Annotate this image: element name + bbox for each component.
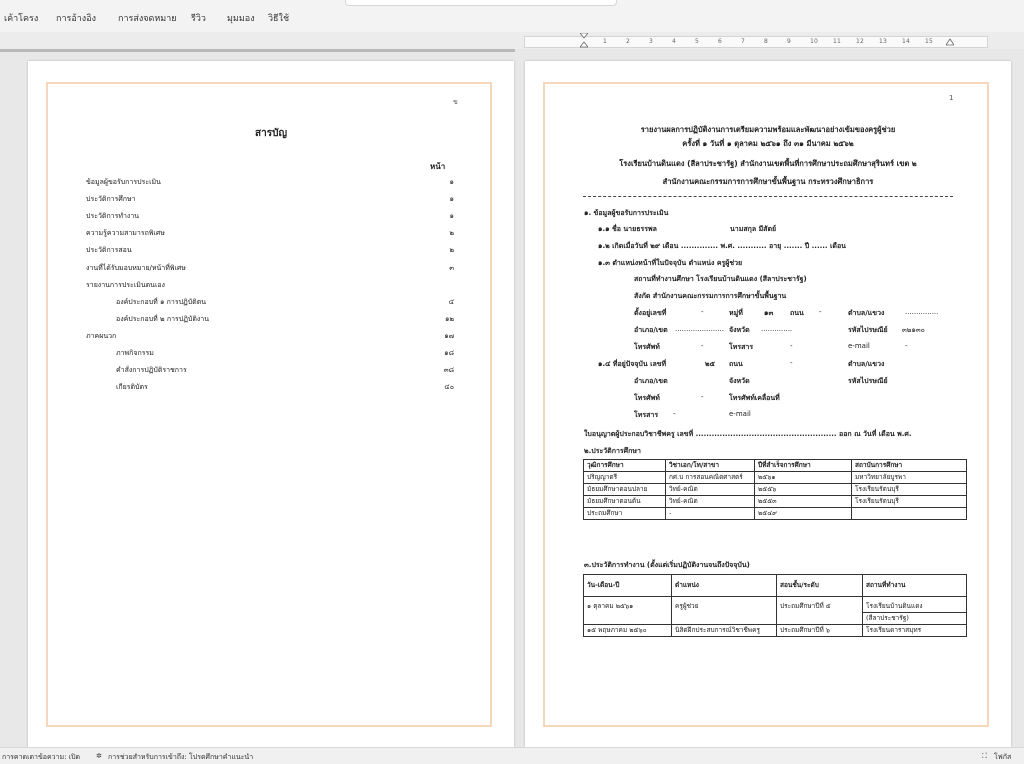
table-cell: ๒๕๔๙ [755, 508, 852, 520]
ruler-mark: 11 [833, 38, 842, 45]
menu-help[interactable]: วิธีใช้ [268, 14, 290, 24]
table-cell: ประถมศึกษาปีที่ ๖ [777, 625, 863, 637]
table-header-cell: วัน-เดือน-ปี [584, 575, 672, 597]
line-1-1: ๑.๑ ชื่อ นายธรรพล [598, 225, 657, 233]
table-cell: ประถมศึกษาปีที่ ๕ [777, 597, 863, 613]
toc-entry-page: ๑ [449, 195, 454, 204]
table-cell: มหาวิทยาลัยบูรพา [852, 472, 967, 484]
menu-layout[interactable]: เค้าโครง [4, 14, 39, 24]
table-cell: โรงเรียนบ้านดินแดง [863, 597, 967, 613]
table-header-cell: ปีที่สำเร็จการศึกษา [755, 460, 852, 472]
table-cell: โรงเรียนดาราสมุทร [863, 625, 967, 637]
ruler-mark: 13 [879, 38, 888, 45]
ruler-mark: 3 [649, 38, 654, 45]
toc-entry[interactable] [86, 314, 454, 326]
toc-entry-page: ๑ [449, 212, 454, 221]
table-cell: ประถมศึกษา [584, 508, 666, 520]
toc-entry-label: ภาพกิจกรรม [116, 349, 154, 357]
accessibility-icon: ✲ [96, 752, 102, 760]
toc-entry-label: ความรู้ความสามารถพิเศษ [86, 229, 165, 238]
toc-entry-page: ๒ [449, 229, 454, 238]
table-cell: (สีลาประชารัฐ) [863, 613, 967, 625]
ruler-mark: 4 [672, 38, 677, 45]
page-toc [28, 61, 514, 747]
toc-entry-label: ข้อมูลผู้ขอรับการประเมิน [86, 178, 161, 186]
table-cell: ๒๕๖๑ [755, 472, 852, 484]
toc-entry[interactable] [86, 194, 454, 206]
table-cell: วิทย์-คณิต [666, 484, 755, 496]
table-cell: มัธยมศึกษาตอนต้น [584, 496, 666, 508]
ruler-mark: 2 [626, 38, 631, 45]
toc-entry[interactable] [86, 280, 454, 292]
education-table [583, 459, 967, 520]
toc-entry[interactable] [86, 331, 454, 343]
section-2-title: ๒.ประวัติการศึกษา [584, 447, 641, 455]
page-number: ข [453, 98, 458, 106]
table-header-cell: สอนชั้น/ระดับ [777, 575, 863, 597]
table-cell: กศ.บ การสอนคณิตศาสตร์ [666, 472, 755, 484]
toc-entry-page: ๓ [449, 263, 454, 272]
ruler-mark: 15 [925, 38, 934, 45]
toc-entry[interactable] [86, 228, 454, 240]
table-cell: มัธยมศึกษาตอนปลาย [584, 484, 666, 496]
doc-heading-line-1: รายงานผลการปฏิบัติงานการเตรียมความพร้อมและพัฒนาอย่างเข้มของครูผู้ช่วย [640, 125, 896, 134]
table-cell [672, 613, 777, 625]
menu-view[interactable]: มุมมอง [227, 14, 255, 24]
doc-heading-line-4: สำนักงานคณะกรรมการการศึกษาขั้นพื้นฐาน กระทรวงศึกษาธิการ [662, 177, 874, 186]
table-cell: ครูผู้ช่วย [672, 597, 777, 613]
license-line: ใบอนุญาตผู้ประกอบวิชาชีพครู เลขที่ ..................................................... ออก ณ วันที่ เดือน พ.ศ. [584, 430, 912, 438]
table-cell: ๑๕ พฤษภาคม ๒๕๖๐ [584, 625, 672, 637]
doc-heading-line-2: ครั้งที่ ๑ วันที่ ๑ ตุลาคม ๒๕๖๑ ถึง ๓๑ มีนาคม ๒๕๖๒ [682, 139, 854, 148]
menu-references[interactable]: การอ้างอิง [56, 14, 96, 24]
doc-heading-line-3: โรงเรียนบ้านดินแดง (สีลาประชารัฐ) สำนักงานเขตพื้นที่การศึกษาประถมศึกษาสุรินทร์ เขต ๒ [619, 159, 917, 168]
ruler-mark: 7 [741, 38, 746, 45]
toc-entry-label: ประวัติการศึกษา [86, 195, 136, 204]
toc-entry-page: ๔๐ [444, 383, 454, 392]
toc-entry[interactable] [86, 263, 454, 275]
table-header-cell: วุฒิการศึกษา [584, 460, 666, 472]
toc-entry-page: ๓๘ [443, 366, 454, 375]
right-indent-icon[interactable] [946, 38, 954, 46]
toc-entry[interactable] [86, 245, 454, 257]
table-cell: ปริญญาตรี [584, 472, 666, 484]
menu-mailings[interactable]: การส่งจดหมาย [118, 14, 177, 24]
table-row [584, 597, 967, 613]
doc-divider [583, 196, 953, 197]
ruler-mark: 6 [718, 38, 723, 45]
table-header-cell: สถานที่ทำงาน [863, 575, 967, 597]
ruler-mark: 5 [695, 38, 700, 45]
ruler-mark: 10 [810, 38, 819, 45]
ruler-mark: 8 [764, 38, 769, 45]
toc-title: สารบัญ [255, 128, 287, 139]
ruler-mark: 1 [603, 38, 608, 45]
table-row [584, 484, 967, 496]
line-1-3: ๑.๓ ตำแหน่งหน้าที่ในปัจจุบัน ตำแหน่ง ครูผู้ช่วย [598, 259, 743, 267]
toc-entry-label: เกียรติบัตร [116, 383, 148, 392]
toc-entry-page: ๒ [449, 246, 454, 255]
line-1-3-affiliation: สังกัด สำนักงานคณะกรรมการการศึกษาขั้นพื้นฐาน [634, 292, 787, 300]
table-cell: ๒๕๕๖ [755, 484, 852, 496]
table-row [584, 613, 967, 625]
toc-entry-label: ประวัติการทำงาน [86, 212, 140, 221]
toc-entry-page: ๔ [448, 297, 454, 306]
table-cell [777, 613, 863, 625]
table-cell: ๒๕๕๓ [755, 496, 852, 508]
line-1-2: ๑.๒ เกิดเมื่อวันที่ ๒๙ เดือน .............. พ.ศ. ........... อายุ ....... ปี ...... เดือน [598, 242, 846, 250]
line-1-1-surname: นามสกุล มีสัตย์ [730, 225, 777, 233]
table-cell: นิสิตฝึกประสบการณ์วิชาชีพครู [672, 625, 777, 637]
ruler-mark: 12 [856, 38, 865, 45]
status-bar [0, 747, 1024, 764]
table-row [584, 496, 967, 508]
toc-entry-label: ประวัติการสอน [86, 246, 132, 255]
toc-entry-page: ๑ [449, 178, 454, 186]
table-row [584, 508, 967, 520]
toc-entry[interactable] [86, 365, 454, 377]
table-cell [852, 508, 967, 520]
focus-button[interactable]: โฟกัส [994, 753, 1012, 761]
page-number: 1 [949, 94, 954, 102]
focus-icon: ⛶ [982, 752, 987, 760]
accessibility-status[interactable]: การช่วยสำหรับการเข้าถึง: โปรดศึกษาคำแนะนำ [108, 753, 254, 761]
toc-entry[interactable] [86, 297, 454, 309]
left-ruler-bar [0, 49, 515, 52]
toc-entry-label: รายงานการประเมินตนเอง [86, 280, 165, 289]
text-prediction-status[interactable]: การคาดเดาข้อความ: เปิด [2, 753, 81, 761]
toc-entry[interactable] [86, 177, 454, 189]
toc-entry-page: ๑๗ [444, 331, 454, 340]
menu-review[interactable]: รีวิว [191, 14, 206, 24]
toc-entry[interactable] [86, 348, 454, 360]
section-1-title: ๑. ข้อมูลผู้ขอรับการประเมิน [584, 209, 669, 217]
toc-entry[interactable] [86, 211, 454, 223]
table-cell: โรงเรียนรัตนบุรี [852, 496, 967, 508]
table-cell: - [666, 508, 755, 520]
ribbon-menu-bar [0, 0, 1024, 33]
table-cell [584, 613, 672, 625]
toc-entry-label: งานที่ได้รับมอบหมาย/หน้าที่พิเศษ [86, 263, 186, 272]
page-document: 1 รายงานผลการปฏิบัติงานการเตรียมความพร้อมและพัฒนาอย่างเข้มของครูผู้ช่วย ครั้งที่ ๑ วันที่ ๑ ตุลาคม ๒๕๖๑ ถึง ๓๑ มีนาคม ๒๕๖๒ โรงเรียนบ้านดินแดง (สีลาประชารัฐ) สำนักงานเขตพื้นที่การศึกษาประถมศึกษาสุรินทร์ เขต ๒ สำนักงานคณะกรรมการการศึกษาขั้นพื้นฐาน กระทรวงศึกษาธิการ ๑. ข้อมูลผู้ขอรับการประเมิน ๑.๑ ชื่อ นายธรรพล นามสกุล มีสัตย์ ๑.๒ เกิดเมื่อวันที่ ๒๙ เดือน .............. พ.ศ. ........... อายุ ....... ปี ...... เดือน ๑.๓ ตำแหน่งหน้าที่ในปัจจุบัน ตำแหน่ง ครูผู้ช่วย สถานที่ทำงานศึกษา โรงเรียนบ้านดินแดง (สีลาประชารัฐ) สังกัด สำนักงานคณะกรรมการการศึกษาขั้นพื้นฐาน ตั้งอยู่เลขที่ - หมู่ที่ ๑๓ ถนน - ตำบล/แขวง ............... อำเภอ/เขต ...................... จังหวัด .............. รหัสไปรษณีย์ ๓๒๑๓๐ โทรศัพท์ - โทรสาร - e-mail - ๑.๔ ที่อยู่ปัจจุบัน เลขที่ ๒๕ ถนน - ตำบล/แขวง อำเภอ/เขต จังหวัด รหัสไปรษณีย์ โทรศัพท์ - โทรศัพท์เคลื่อนที่ โทรสาร - e-mail ใบอนุญาตผู้ประกอบวิชาชีพครู เลขที่ ..................................................... ออก ณ วันที่ เดือน พ.ศ. ๒.ประวัติการศึกษา วุฒิการศึกษา วิชาเอก/โท/สาขา ปีที่สำเร็จการศึกษา สถาบันการศึกษา ปริญญาตรี กศ.บ การสอนคณิตศาสตร์ ๒๕๖๑ มหาวิทยาลัยบูรพา มัธยมศึกษาตอนปลาย วิทย์-คณิต ๒๕๕๖ โรงเรียนรัตนบุรี มัธยมศึกษาตอนต้น วิทย์-คณิต ๒๕๕๓ โรงเรียนรัตนบุรี ประถมศึกษา - ๒๕๔๙ ๓.ประวัติการทำงาน (ตั้งแต่เริ่มปฏิบัติงานจนถึงปัจจุบัน) วัน-เดือน-ปี ตำแหน่ง สอนชั้น/ระดับ สถานที่ทำงาน ๑ ตุลาคม ๒๕๖๑ ครูผู้ช่วย ประถมศึกษาปีที่ ๕ โรงเรียนบ้านดินแดง (สีลาประชารัฐ) ๑๕ พฤษภาคม ๒๕๖๐ นิสิตฝึกประสบการณ์วิชาชีพครู ประถมศึกษาปีที่ ๖ โรงเรียนดาราสมุทร [525, 61, 1011, 747]
line-1-3-workplace: สถานที่ทำงานศึกษา โรงเรียนบ้านดินแดง (สีลาประชารัฐ) [634, 275, 807, 283]
ruler-mark: 9 [787, 38, 792, 45]
table-header-cell: วิชาเอก/โท/สาขา [666, 460, 755, 472]
table-cell: โรงเรียนรัตนบุรี [852, 484, 967, 496]
section-3-title: ๓.ประวัติการทำงาน (ตั้งแต่เริ่มปฏิบัติงานจนถึงปัจจุบัน) [584, 561, 750, 569]
first-line-indent-icon[interactable] [580, 33, 588, 48]
table-cell: ๑ ตุลาคม ๒๕๖๑ [584, 597, 672, 613]
table-row [584, 625, 967, 637]
toc-page-header: หน้า [430, 162, 446, 171]
horizontal-ruler[interactable] [524, 36, 988, 48]
toc-entry-label: คำสั่งการปฏิบัติราชการ [116, 366, 187, 375]
title-search-box[interactable] [345, 0, 617, 6]
toc-entry-label: ภาคผนวก [86, 331, 117, 340]
ruler-mark: 14 [902, 38, 911, 45]
toc-entry-page: ๑๘ [444, 349, 454, 357]
table-header-cell: ตำแหน่ง [672, 575, 777, 597]
table-header-cell: สถาบันการศึกษา [852, 460, 967, 472]
toc-entry-label: องค์ประกอบที่ ๒ การปฏิบัติงาน [116, 314, 210, 323]
table-row [584, 472, 967, 484]
table-cell: วิทย์-คณิต [666, 496, 755, 508]
toc-entry-label: องค์ประกอบที่ ๑ การปฏิบัติตน [116, 297, 207, 306]
work-history-table [583, 574, 967, 637]
toc-entry-page: ๑๒ [444, 314, 454, 323]
toc-entry[interactable] [86, 382, 454, 394]
